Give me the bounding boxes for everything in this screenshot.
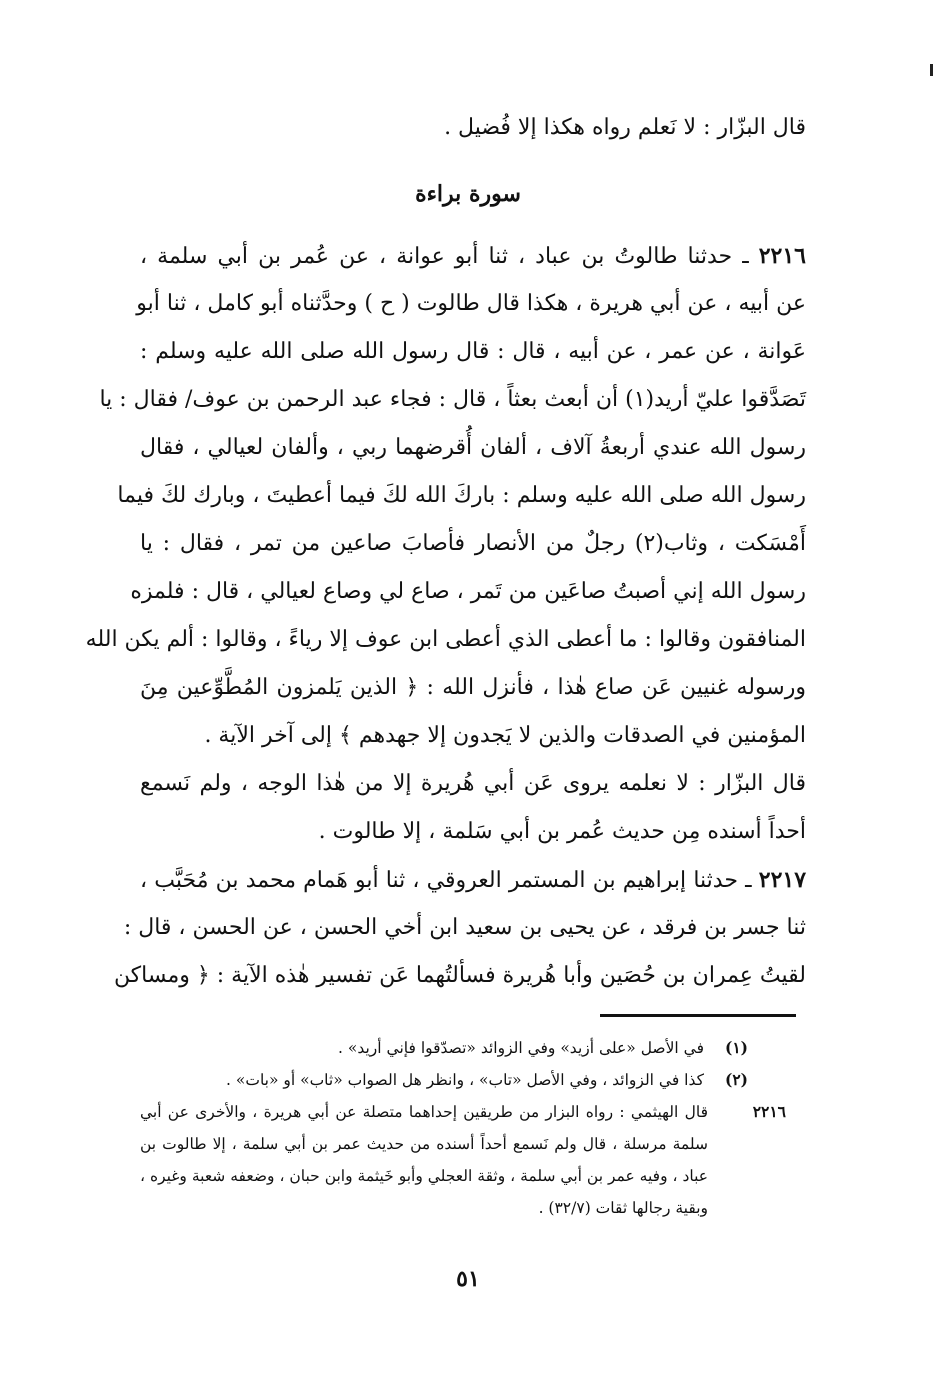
hadith-2216-line-10: ورسوله غنيين عَن صاع هٰذا ، فأنزل الله : ﴿ الذين يَلمزون المُطَّوِّعين مِنَ xyxy=(140,675,806,700)
hadith-2216-line-3: عَوانة ، عن عمر ، عن أبيه ، قال : قال رسول الله صلى الله عليه وسلم : xyxy=(140,339,806,364)
footnote-1-text: في الأصل «على أزيد» وفي الزوائد «تصدّقوا فإني أريد» . xyxy=(338,1039,704,1057)
hadith-2216-line-6: رسول الله صلى الله عليه وسلم : باركَ الله لكَ فيما أعطيتَ ، وبارك لكَ فيما xyxy=(117,483,806,508)
hadith-2217-line-1: ٢٢١٧ ـ حدثنا إبراهيم بن المستمر العروقي ، ثنا أبو هَمام محمد بن مُحَبَّب ، xyxy=(140,867,807,893)
note-number: ٢٢١٦ xyxy=(752,1102,786,1121)
hadith-2216-line-4: تَصَدَّقوا عليّ أريد(١) أن أبعث بعثاً ، قال : فجاء عبد الرحمن بن عوف/ فقال : يا xyxy=(99,387,806,412)
footnote-2-text: كذا في الزوائد ، وفي الأصل «تاب» ، وانظر هل الصواب «ثاب» أو «بات» . xyxy=(226,1071,704,1089)
hadith-number: ٢٢١٧ xyxy=(758,867,807,893)
haythami-note-line-4: وبقية رجالها ثقات (٣٢/٧) . xyxy=(538,1199,708,1217)
hadith-2217-line-2: ثنا جسر بن فرقد ، عن يحيى بن سعيد ابن أخي الحسن ، عن الحسن ، قال : xyxy=(123,915,806,940)
footnote-marker-1: (١) xyxy=(724,1038,748,1057)
bazzar-comment-line-2: أحداً أسنده مِن حديث عُمر بن أبي سَلمة ، إلا طالوت . xyxy=(318,819,806,844)
hadith-2216-line-8: رسول الله إني أصبتُ صاعَين من تَمر ، صاع لي وصاع لعيالي ، قال : فلمزه xyxy=(130,579,806,604)
haythami-note-line-3: عباد ، وفيه عمر بن أبي سلمة ، وثقة العجلي وأبو خَيثمة وابن حبان ، وضعفه شعبة وغيره ، xyxy=(140,1167,708,1185)
margin-mark xyxy=(930,64,933,76)
hadith-2217-line-3: لقيتُ عِمران بن حُصَين وأبا هُريرة فسألتُهما عَن تفسير هٰذه الآية : ﴿ ومساكن xyxy=(113,963,806,988)
haythami-note-line-1: قال الهيثمي : رواه البزار من طريقين إحداهما متصلة عن أبي هريرة ، والأخرى عن أبي xyxy=(140,1103,708,1121)
page-number: ٥١ xyxy=(456,1266,480,1292)
haythami-note-line-2: سلمة مرسلة ، قال ولم نَسمع أحداً أسنده من حديث عمر بن أبي سلمة ، إلا طالوت بن xyxy=(140,1135,708,1153)
footnote-marker-2: (٢) xyxy=(724,1070,748,1089)
section-title: سورة براءة xyxy=(415,181,521,207)
hadith-2216-line-5: رسول الله عندي أربعةُ آلاف ، ألفان أُقرضهما ربي ، وألفان لعيالي ، فقال xyxy=(140,435,806,460)
hadith-2216-line-9: المنافقون وقالوا : ما أعطى الذي أعطى ابن عوف إلا رياءً ، وقالوا : ألم يكن الله xyxy=(85,627,806,652)
bazzar-comment-line-1: قال البزّار : لا نعلمه يروى عَن أبي هُريرة إلا من هٰذا الوجه ، ولم نَسمع xyxy=(140,771,806,796)
footnote-separator xyxy=(600,1014,796,1017)
hadith-2216-line-11: المؤمنين في الصدقات والذين لا يَجدون إلا جهدهم ﴾ إلى آخر الآية . xyxy=(204,723,806,748)
hadith-2216-line-1: ٢٢١٦ ـ حدثنا طالوتُ بن عباد ، ثنا أبو عوانة ، عن عُمر بن أبي سلمة ، xyxy=(140,243,806,269)
top-quote: قال البزّار : لا نَعلم رواه هكذا إلا فُضيل . xyxy=(444,115,806,140)
hadith-2216-line-2: عن أبيه ، عن أبي هريرة ، هكذا قال طالوت ( ح ) وحدَّثناه أبو كامل ، ثنا أبو xyxy=(136,291,806,316)
hadith-number: ٢٢١٦ xyxy=(758,243,806,269)
hadith-2216-line-7: أَمْسَكت ، وثاب(٢) رجلٌ من الأنصار فأصابَ صاعين من تمر ، فقال : يا xyxy=(140,531,806,556)
